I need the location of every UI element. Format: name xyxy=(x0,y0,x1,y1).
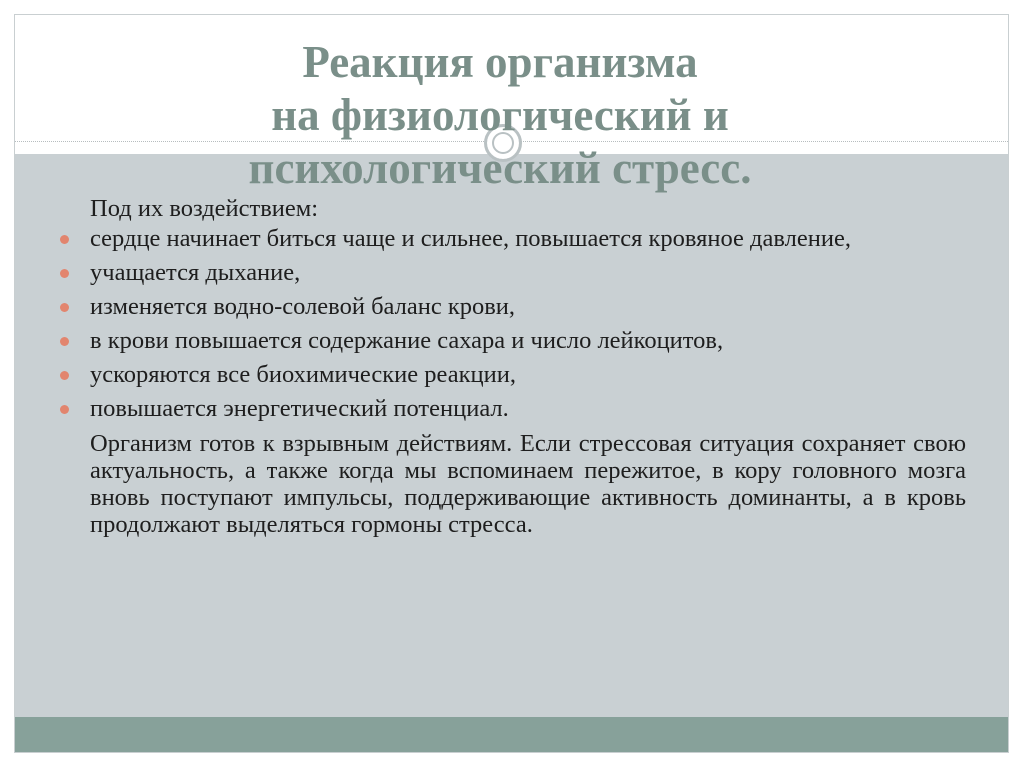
body-paragraph: Организм готов к взрывным действиям. Если стрессовая ситуация сохраняет свою актуальность, а также когда мы вспоминаем пережитое, в кору головного мозга вновь поступают импульсы, поддерживающие активность доминанты, а в кровь продолжают выделяться гормоны стресса. xyxy=(90,430,966,538)
bullet-list xyxy=(58,226,966,422)
bullet-dot-icon xyxy=(60,303,69,312)
bullet-text: учащается дыхание, xyxy=(90,259,301,286)
slide-title xyxy=(120,36,880,195)
lead-text: Под их воздействием: xyxy=(90,195,319,222)
bullet-text: сердце начинает биться чаще и сильнее, повышается кровяное давление, xyxy=(90,225,851,252)
bullet-text: в крови повышается содержание сахара и число лейкоцитов, xyxy=(90,327,724,354)
bullet-text: изменяется водно-солевой баланс крови, xyxy=(90,293,516,320)
bullet-dot-icon xyxy=(60,405,69,414)
bullet-dot-icon xyxy=(60,235,69,244)
list-item xyxy=(58,294,966,320)
bullet-text: повышается энергетический потенциал. xyxy=(90,395,509,422)
list-item xyxy=(58,396,966,422)
title-line-1: Реакция организма xyxy=(302,37,698,87)
bullet-text: ускоряются все биохимические реакции, xyxy=(90,361,516,388)
bullet-dot-icon xyxy=(60,269,69,278)
list-item xyxy=(58,362,966,388)
title-line-3: психологический стресс. xyxy=(248,143,752,193)
slide-body xyxy=(58,196,966,538)
list-item xyxy=(58,328,966,354)
bullet-dot-icon xyxy=(60,337,69,346)
bullet-dot-icon xyxy=(60,371,69,380)
list-item xyxy=(58,226,966,252)
list-item xyxy=(58,260,966,286)
title-line-2: на физиологический и xyxy=(271,90,729,140)
